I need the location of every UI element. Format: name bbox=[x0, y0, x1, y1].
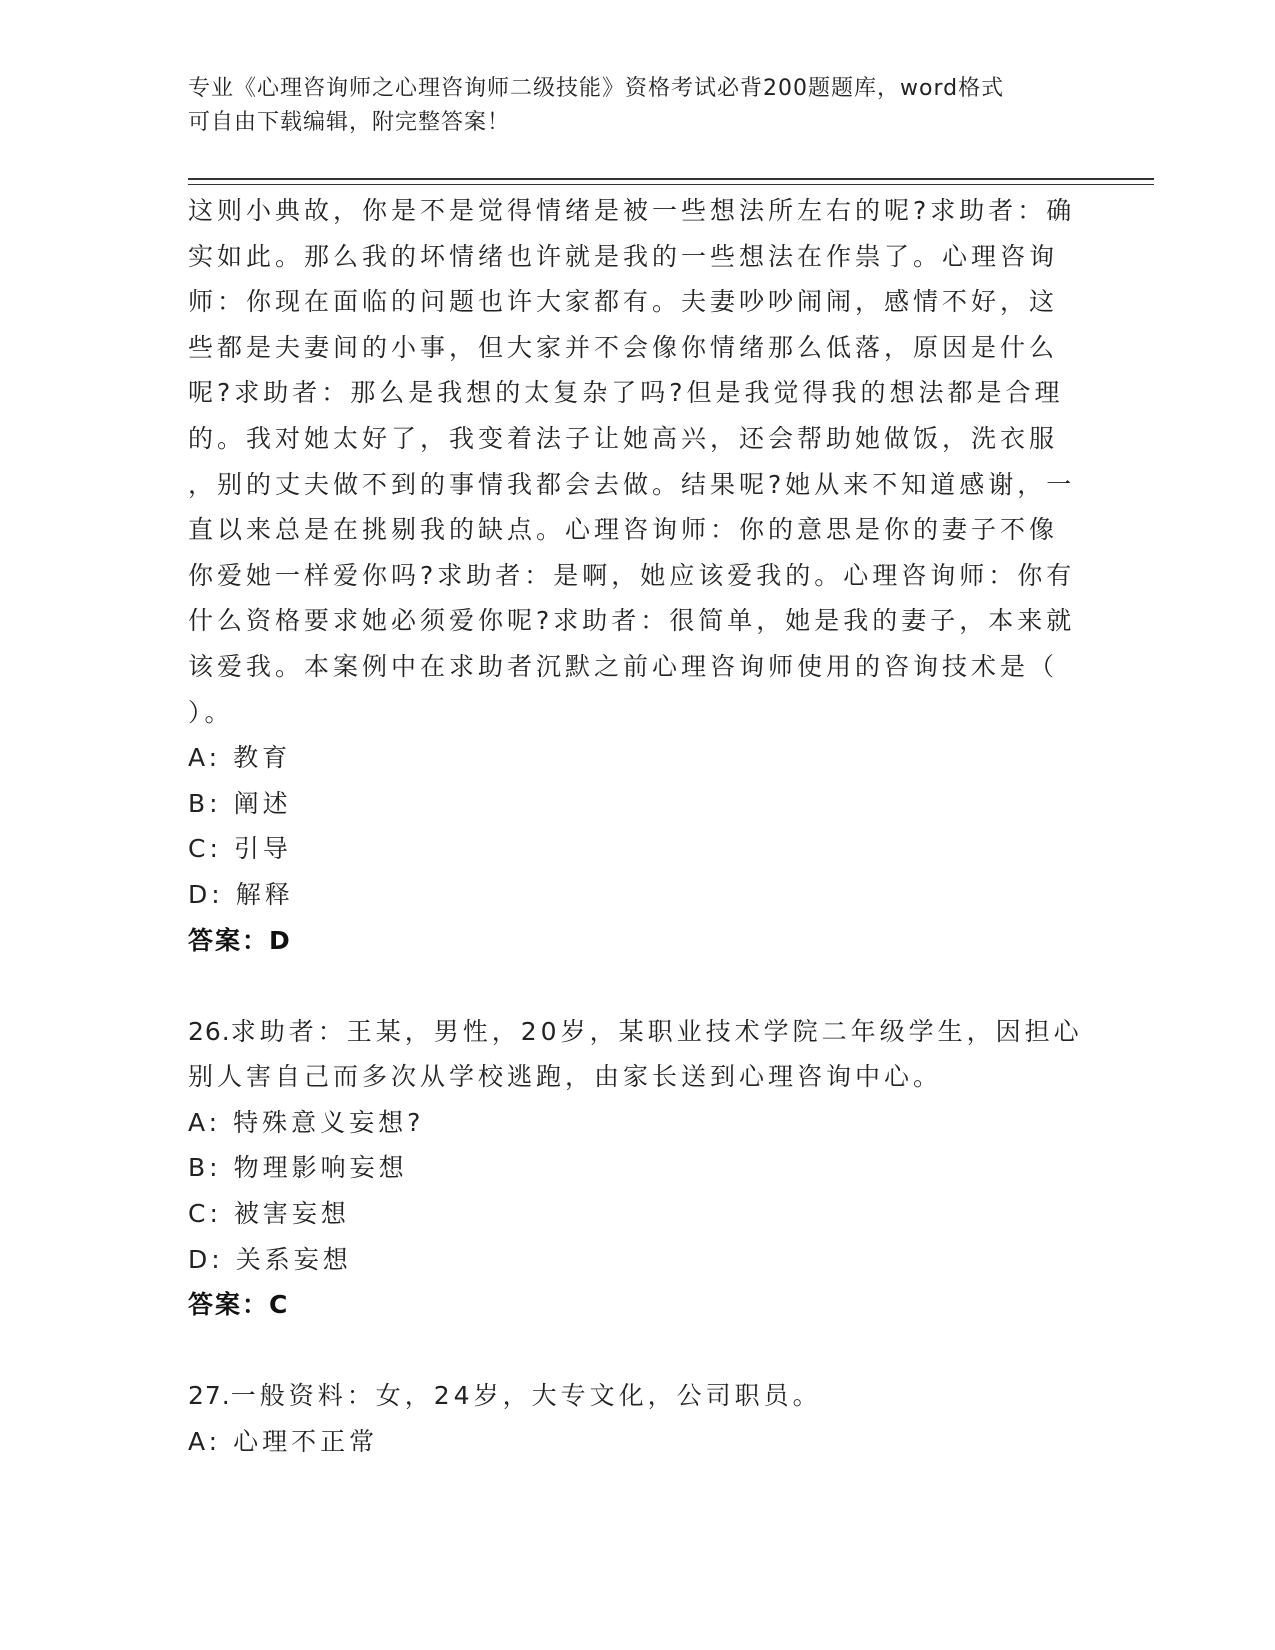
option-key: B: bbox=[188, 788, 222, 818]
question-stem-line: 你爱她一样爱你吗?求助者：是啊，她应该爱我的。心理咨询师：你有 bbox=[188, 560, 1076, 590]
option-key: C: bbox=[188, 1199, 222, 1229]
option-text: 阐述 bbox=[233, 788, 292, 818]
question-spacer bbox=[188, 1328, 1088, 1374]
option-text: 心理不正常 bbox=[233, 1427, 379, 1457]
question-stem-line: 呢?求助者：那么是我想的太复杂了吗?但是我觉得我的想法都是合理 bbox=[188, 378, 1064, 408]
question-stem-line: 师：你现在面临的问题也许大家都有。夫妻吵吵闹闹，感情不好，这 bbox=[188, 287, 1059, 317]
question-number: 27. bbox=[188, 1381, 231, 1411]
option-key: C: bbox=[188, 834, 222, 864]
answer-line: 答案：C bbox=[188, 1290, 290, 1320]
option-text: 解释 bbox=[235, 879, 294, 909]
document-body bbox=[188, 188, 1088, 1465]
question-stem-line: ）。 bbox=[188, 697, 234, 727]
option-c bbox=[188, 1191, 1088, 1237]
option-d bbox=[188, 872, 1088, 918]
question-stem-line: 这则小典故，你是不是觉得情绪是被一些想法所左右的呢?求助者：确 bbox=[188, 196, 1076, 225]
option-text: 引导 bbox=[233, 834, 292, 864]
question-stem-line bbox=[188, 1373, 1088, 1419]
question-stem-line: 些都是夫妻间的小事，但大家并不会像你情绪那么低落，原因是什么 bbox=[188, 332, 1059, 362]
option-text: 被害妄想 bbox=[233, 1199, 350, 1229]
question-stem-line: ，别的丈夫做不到的事情我都会去做。结果呢?她从来不知道感谢，一 bbox=[188, 469, 1076, 499]
option-d bbox=[188, 1237, 1088, 1283]
question-stem-text: 一般资料：女，24岁，大专文化，公司职员。 bbox=[230, 1381, 822, 1411]
option-a bbox=[188, 1419, 1088, 1465]
option-text: 特殊意义妄想? bbox=[233, 1107, 425, 1137]
header-line-1: 专业《心理咨询师之心理咨询师二级技能》资格考试必背200题题库，word格式 bbox=[188, 76, 1005, 101]
question-stem-line: 别人害自己而多次从学校逃跑，由家长送到心理咨询中心。 bbox=[188, 1062, 943, 1092]
question-27 bbox=[188, 1373, 1088, 1464]
option-key: B: bbox=[188, 1153, 222, 1183]
option-key: A: bbox=[188, 743, 222, 773]
header-line-2: 可自由下载编辑，附完整答案！ bbox=[188, 110, 511, 135]
option-text: 物理影响妄想 bbox=[233, 1153, 408, 1183]
question-stem-line: 该爱我。本案例中在求助者沉默之前心理咨询师使用的咨询技术是（ bbox=[188, 651, 1059, 681]
option-a bbox=[188, 735, 1088, 781]
question-stem-line: 直以来总是在挑剔我的缺点。心理咨询师：你的意思是你的妻子不像 bbox=[188, 515, 1059, 545]
header-divider-thin bbox=[188, 184, 1154, 185]
question-stem-line: 实如此。那么我的坏情绪也许就是我的一些想法在作祟了。心理咨询 bbox=[188, 241, 1059, 271]
option-text: 教育 bbox=[233, 743, 292, 773]
header-divider bbox=[188, 178, 1154, 180]
option-key: D: bbox=[188, 1244, 224, 1274]
question-number: 26. bbox=[188, 1016, 231, 1046]
question-26 bbox=[188, 1009, 1088, 1328]
option-key: A: bbox=[188, 1107, 222, 1137]
answer-line: 答案：D bbox=[188, 925, 292, 955]
document-header bbox=[188, 72, 1088, 140]
option-key: D: bbox=[188, 879, 224, 909]
option-b bbox=[188, 781, 1088, 827]
question-stem-text: 求助者：王某，男性，20岁，某职业技术学院二年级学生，因担心 bbox=[230, 1016, 1083, 1046]
question-spacer bbox=[188, 963, 1088, 1009]
question-stem-line: 的。我对她太好了，我变着法子让她高兴，还会帮助她做饭，洗衣服 bbox=[188, 423, 1059, 453]
option-b bbox=[188, 1145, 1088, 1191]
option-c bbox=[188, 826, 1088, 872]
option-a bbox=[188, 1100, 1088, 1146]
option-key: A: bbox=[188, 1427, 222, 1457]
question-stem-line bbox=[188, 1009, 1088, 1055]
question-stem-line: 什么资格要求她必须爱你呢?求助者：很简单，她是我的妻子，本来就 bbox=[188, 606, 1076, 636]
question-25 bbox=[188, 188, 1088, 963]
option-text: 关系妄想 bbox=[235, 1244, 352, 1274]
